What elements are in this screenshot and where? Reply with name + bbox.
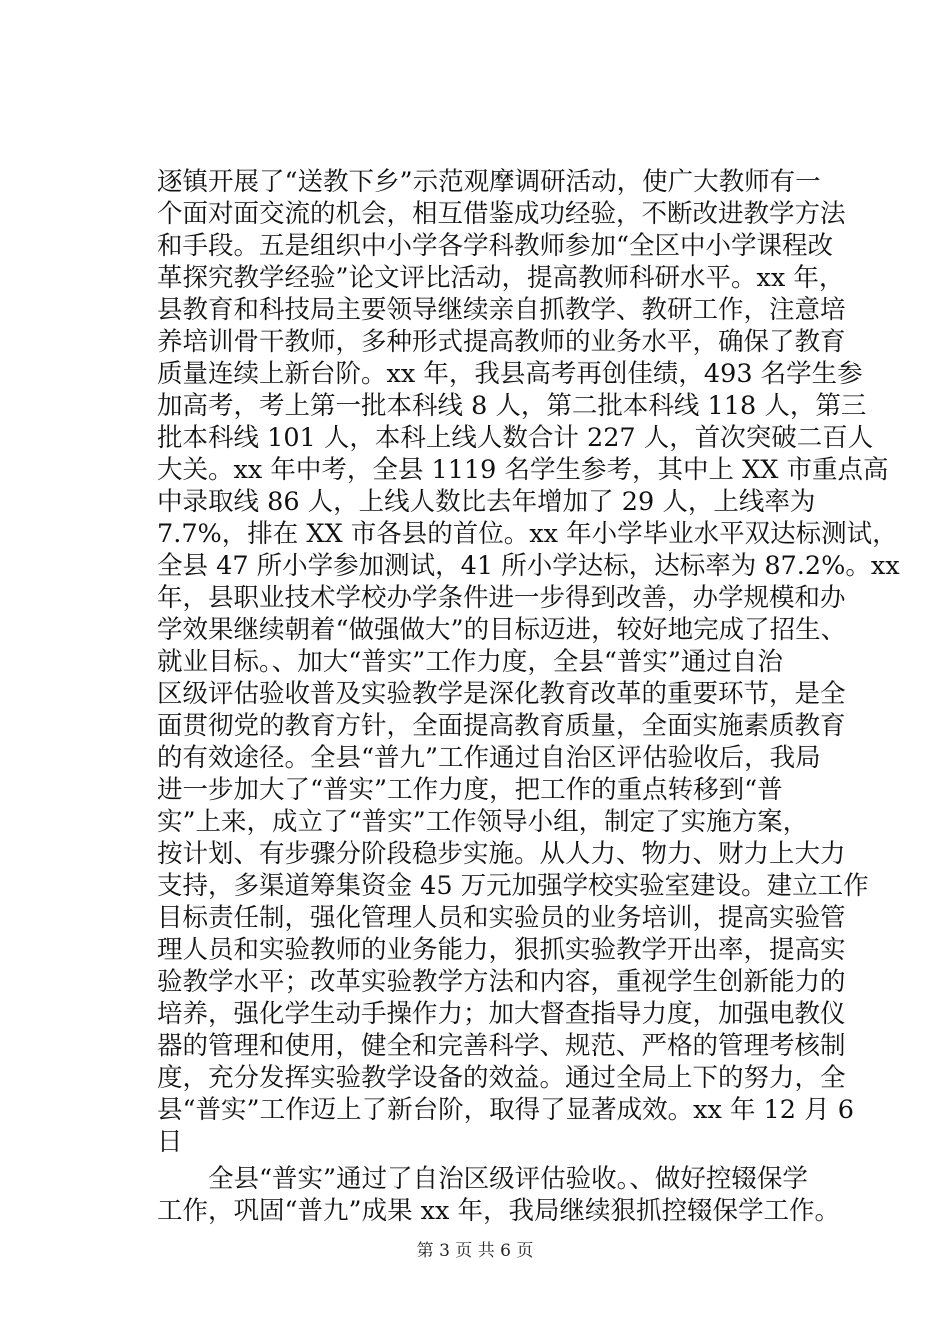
body-text-line: 质量连续上新台阶。xx 年，我县高考再创佳绩，493 名学生参 — [157, 359, 863, 389]
body-text-line: 全县 47 所小学参加测试，41 所小学达标，达标率为 87.2%。xx — [157, 551, 900, 581]
body-text-line: 的有效途径。全县“普九”工作通过自治区评估验收后，我局 — [157, 743, 821, 773]
body-text-line: 年，县职业技术学校办学条件进一步得到改善，办学规模和办 — [157, 583, 846, 613]
body-text-line: 批本科线 101 人，本科上线人数合计 227 人，首次突破二百人 — [157, 423, 874, 453]
body-text-line: 就业目标。、加大“普实”工作力度，全县“普实”通过自治 — [157, 647, 783, 677]
body-text-line: 加高考，考上第一批本科线 8 人，第二批本科线 118 人，第三 — [157, 391, 867, 421]
body-text-line: 县“普实”工作迈上了新台阶，取得了显著成效。xx 年 12 月 6 — [157, 1095, 854, 1125]
body-text-line: 中录取线 86 人，上线人数比去年增加了 29 人，上线率为 — [157, 487, 816, 517]
body-text-line: 按计划、有步骤分阶段稳步实施。从人力、物力、财力上大力 — [157, 839, 846, 869]
body-text-line: 支持，多渠道筹集资金 45 万元加强学校实验室建设。建立工作 — [157, 871, 869, 901]
body-text-line: 培养，强化学生动手操作力；加大督查指导力度，加强电教仪 — [157, 999, 846, 1029]
body-text-line: 面贯彻党的教育方针，全面提高教育质量，全面实施素质教育 — [157, 711, 846, 741]
body-text-line: 实”上来，成立了“普实”工作领导小组，制定了实施方案， — [157, 807, 809, 837]
body-text-line: 7.7%，排在 XX 市各县的首位。xx 年小学毕业水平双达标测试， — [157, 519, 898, 549]
body-text-line: 个面对面交流的机会，相互借鉴成功经验，不断改进教学方法 — [157, 199, 846, 229]
page-footer: 第 3 页 共 6 页 — [416, 1241, 534, 1261]
body-text-line: 目标责任制，强化管理人员和实验员的业务培训，提高实验管 — [157, 903, 846, 933]
body-text-line: 革探究教学经验”论文评比活动，提高教师科研水平。xx 年， — [157, 263, 845, 293]
body-text-line: 和手段。五是组织中小学各学科教师参加“全区中小学课程改 — [157, 231, 834, 261]
body-text-line: 度，充分发挥实验教学设备的效益。通过全局上下的努力，全 — [157, 1063, 846, 1093]
body-text-line: 理人员和实验教师的业务能力，狠抓实验教学开出率，提高实 — [157, 935, 846, 965]
body-text-line: 日 — [157, 1127, 183, 1157]
body-text-line: 学效果继续朝着“做强做大”的目标迈进，较好地完成了招生、 — [157, 615, 847, 645]
body-text-line: 养培训骨干教师，多种形式提高教师的业务水平，确保了教育 — [157, 327, 846, 357]
body-text-line: 大关。xx 年中考，全县 1119 名学生参考，其中上 XX 市重点高 — [157, 455, 889, 485]
body-text-line: 县教育和科技局主要领导继续亲自抓教学、教研工作，注意培 — [157, 295, 846, 325]
body-text-line: 区级评估验收普及实验教学是深化教育改革的重要环节，是全 — [157, 679, 846, 709]
body-text-line: 器的管理和使用，健全和完善科学、规范、严格的管理考核制 — [157, 1031, 846, 1061]
body-text-line: 验教学水平；改革实验教学方法和内容，重视学生创新能力的 — [157, 967, 846, 997]
body-text-line: 工作，巩固“普九”成果 xx 年，我局继续狠抓控辍保学工作。 — [157, 1196, 841, 1226]
body-text-line: 全县“普实”通过了自治区级评估验收。、做好控辍保学 — [157, 1164, 808, 1194]
body-text-line: 逐镇开展了“送教下乡”示范观摩调研活动，使广大教师有一 — [157, 167, 821, 197]
body-text-line: 进一步加大了“普实”工作力度，把工作的重点转移到“普 — [157, 775, 783, 805]
